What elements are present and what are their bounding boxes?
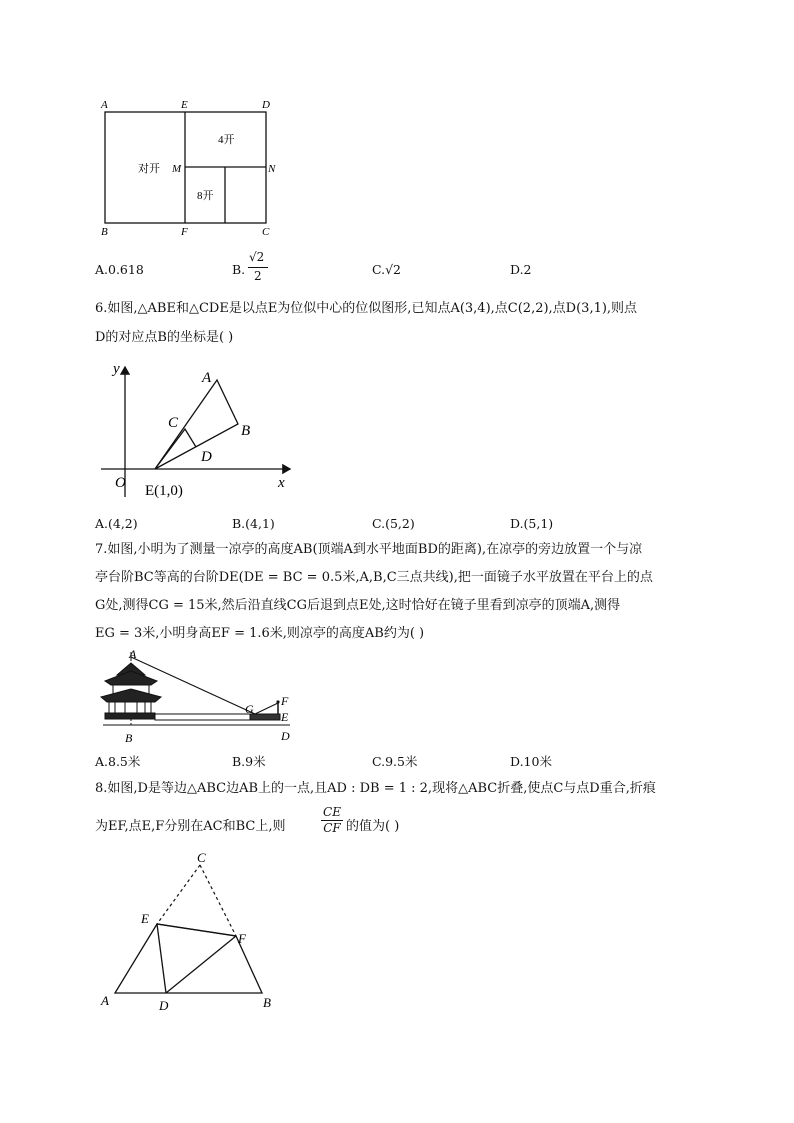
point-C-label: C (197, 850, 206, 865)
q5-option-b-numerator: √2 (249, 250, 265, 264)
q7-stem-line1: 7.如图,小明为了测量一凉亭的高度AB(顶端A到水平地面BD的距离),在凉亭的旁边放置一个与凉 (95, 542, 643, 557)
q5-option-b-fraction-bar (248, 267, 268, 268)
pavilion-icon (101, 663, 161, 719)
label-F: F (181, 226, 188, 238)
point-D-label: D (281, 729, 290, 743)
q8-fraction (321, 805, 343, 836)
q7-option-a: A.8.5米 (95, 754, 141, 769)
point-A-label: A (202, 370, 212, 386)
label-C: C (262, 226, 270, 238)
axis-x-label: x (278, 475, 285, 491)
q6-option-a: A.(4,2) (95, 516, 138, 531)
point-E-label: E(1,0) (145, 483, 183, 499)
point-B-label: B (125, 731, 133, 745)
label-D: D (262, 99, 270, 111)
q5-option-d: D.2 (510, 262, 532, 277)
point-D-label: D (159, 998, 169, 1013)
point-B-label: B (263, 995, 271, 1010)
label-A: A (101, 99, 108, 111)
paper-size-figure (95, 95, 285, 240)
q8-triangle-figure (95, 850, 295, 1020)
q7-stem-line2: 亭台阶BC等高的台阶DE(DE = BC = 0.5米,A,B,C三点共线),把一面镜子水平放置在平台上的点 (95, 570, 653, 585)
q7-stem-line4: EG = 3米,小明身高EF = 1.6米,则凉亭的高度AB约为( ) (95, 626, 425, 641)
q8-fraction-numerator: CE (323, 805, 341, 819)
point-D-label: D (201, 449, 212, 465)
q8-stem-line1: 8.如图,D是等边△ABC边AB上的一点,且AD : DB = 1 : 2,现将△ABC折叠,使点C与点D重合,折痕 (95, 781, 656, 796)
label-M: M (172, 163, 182, 175)
axis-y-label: y (113, 361, 120, 377)
region-eighth-label: 8开 (197, 190, 214, 202)
region-half-label: 对开 (138, 163, 160, 175)
point-A-label: A (129, 647, 137, 661)
q8-fraction-denominator: CF (323, 821, 341, 835)
q5-option-b-denominator: 2 (254, 269, 262, 283)
point-G-label: G (245, 702, 254, 716)
q7-stem-line3: G处,测得CG = 15米,然后沿直线CG后退到点E处,这时恰好在镜子里看到凉亭的顶端A,测得 (95, 598, 621, 613)
q6-coordinate-figure (95, 357, 300, 502)
label-E: E (181, 99, 188, 111)
point-F-label: F (281, 694, 289, 708)
point-B-label: B (241, 423, 251, 439)
q6-stem-line2: D的对应点B的坐标是( ) (95, 330, 234, 345)
point-C-label: C (168, 415, 179, 431)
q7-option-d: D.10米 (510, 754, 552, 769)
point-E-label: E (141, 911, 149, 926)
q5-option-c: C.√2 (372, 262, 402, 277)
q5-option-a: A.0.618 (95, 262, 144, 277)
q7-option-c: C.9.5米 (372, 754, 418, 769)
label-N: N (268, 163, 276, 175)
q6-stem-line1: 6.如图,△ABE和△CDE是以点E为位似中心的位似图形,已知点A(3,4),点C(2,2),点D(3,1),则点 (95, 301, 638, 316)
q6-option-b: B.(4,1) (232, 516, 275, 531)
q5-option-b-prefix: B. (232, 262, 246, 277)
point-E-label: E (281, 710, 289, 724)
origin-label: O (115, 475, 126, 491)
q7-option-b: B.9米 (232, 754, 266, 769)
point-A-label: A (101, 993, 109, 1008)
region-quarter-label: 4开 (218, 134, 235, 146)
q8-stem-line2-suffix: 的值为( ) (346, 819, 400, 834)
q6-option-c: C.(5,2) (372, 516, 415, 531)
q6-option-d: D.(5,1) (510, 516, 554, 531)
point-F-label: F (238, 931, 246, 946)
q8-stem-line2-prefix: 为EF,点E,F分别在AC和BC上,则 (95, 819, 286, 834)
q7-pavilion-figure (95, 647, 305, 747)
label-B: B (101, 226, 108, 238)
